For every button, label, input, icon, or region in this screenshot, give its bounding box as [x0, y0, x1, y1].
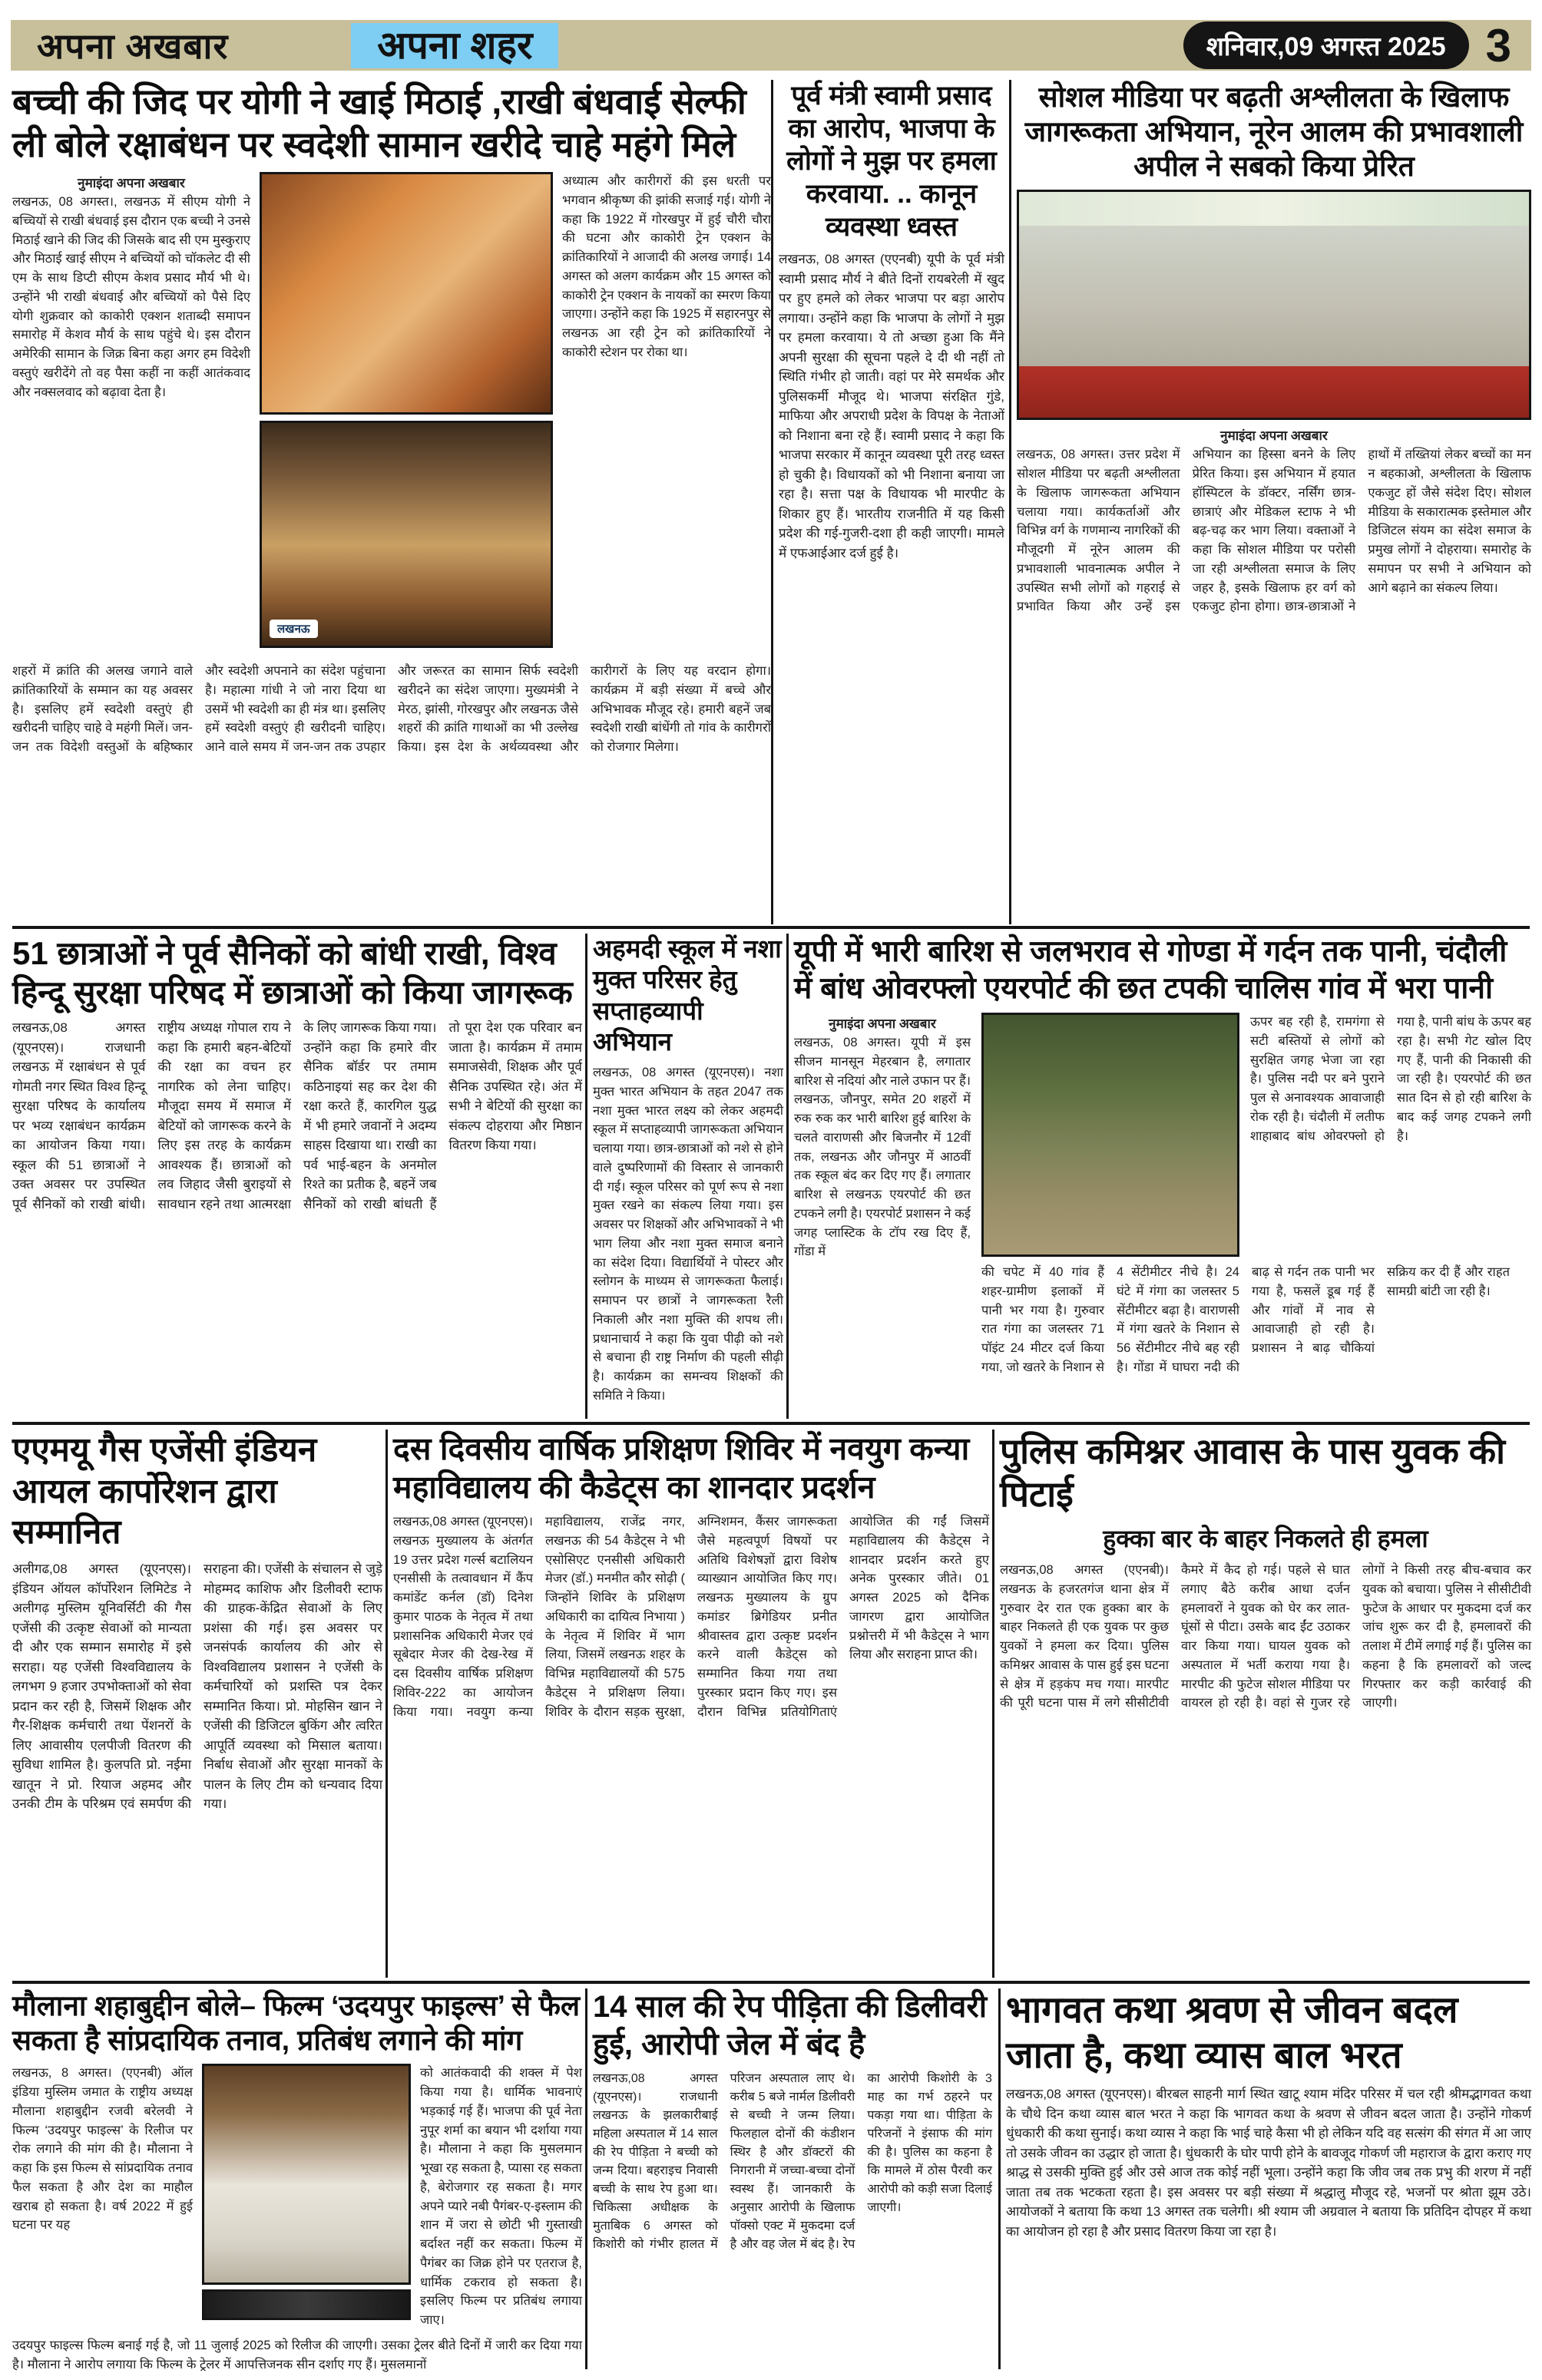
article-yogi-body3: शहरों में क्रांति की अलख जगाने वाले क्रांतिकारियों के सम्मान का यह अवसर है। इसलिए हमें स्वदेशी वस्तुएं ही खरीदनी चाहिए चाहे वे महंगी मिलें। जन-जन तक विदेशी वस्तुओं के बहिष्कार और स्वदेशी अपनाने का संदेश पहुंचाना है। महात्मा गांधी ने जो नारा दिया था उसमें भी स्वदेशी का ही मंत्र था। इसलिए हमें स्वदेशी वस्तुएं ही खरीदनी चाहिए। आने वाले समय में जन-जन तक उपहार और जरूरत का सामान सिर्फ स्वदेशी खरीदने का संदेश जाएगा। मुख्यमंत्री ने मेरठ, झांसी, गोरखपुर और लखनऊ जैसे शहरों की क्रांति गाथाओं का भी उल्लेख किया। इस देश के अर्थव्यवस्था और कारीगरों के लिए यह वरदान होगा। कार्यक्रम में बड़ी संख्या में बच्चे और अभिभावक मौजूद रहे। हमारी बहनें जब स्वदेशी राखी बांधेंगी तो गांव के कारीगरों को रोजगार मिलेगा।: [12, 664, 771, 755]
divider-vertical: [771, 80, 773, 924]
article-yogi-col3: [562, 172, 771, 654]
article-rakhi-51: [12, 934, 582, 1417]
masthead-right: [1183, 19, 1531, 72]
article-amu-headline: एएमयू गैस एजेंसी इंडियन आयल कार्पोरेशन द्वारा सम्मानित: [12, 1431, 317, 1552]
article-social-body: लखनऊ, 08 अगस्त। उत्तर प्रदेश में सोशल मीडिया पर बढ़ती अश्लीलता के खिलाफ जागरूकता अभियान चलाया गया। कार्यकर्ताओं और विभिन्न वर्ग के गणमान्य नागरिकों की मौजूदगी में नूरेन आलम की प्रभावशाली भावनात्मक अपील ने उपस्थित सभी लोगों को गहराई से प्रभावित किया और उन्हें इस अभियान का हिस्सा बनने के लिए प्रेरित किया। इस अभियान में हयात हॉस्पिटल के डॉक्टर, नर्सिंग छात्र-छात्राएं और मेडिकल स्टाफ ने भी बढ़-चढ़ कर भाग लिया। वक्ताओं ने कहा कि सोशल मीडिया पर परोसी जा रही अश्लीलता समाज के लिए जहर है, इसके खिलाफ हर वर्ग को एकजुट होना होगा। छात्र-छात्राओं ने हाथों में तख्तियां लेकर बच्चों का मन न बहकाओ, अश्लीलता के खिलाफ एकजुट हों जैसे संदेश दिए। सोशल मीडिया के सकारात्मक इस्तेमाल और डिजिटल संयम का संदेश समाज के प्रमुख लोगों ने दोहराया। समारोह के समापन पर सभी ने अभियान को आगे बढ़ाने का संकल्प लिया।: [1017, 448, 1531, 614]
article-rakhi51-body: लखनऊ,08 अगस्त (यूएनएस)। राजधानी लखनऊ में रक्षाबंधन से पूर्व गोमती नगर स्थित विश्व हिन्दू सुरक्षा परिषद के कार्यालय पर भव्य रक्षाबंधन कार्यक्रम का आयोजन किया गया। स्कूल की 51 छात्राओं ने उक्त अवसर पर उपस्थित पूर्व सैनिकों को राखी बांधी। राष्ट्रीय अध्यक्ष गोपाल राय ने कहा कि हमारी बहन-बेटियों की रक्षा का वचन हर नागरिक को लेना चाहिए। मौजूदा समय में समाज में बेटियों को जागरूक करने के लिए इस तरह के कार्यक्रम आवश्यक हैं। छात्राओं को लव जिहाद जैसी बुराइयों से सावधान रहने तथा आत्मरक्षा के लिए जागरूक किया गया। उन्होंने कहा कि हमारे वीर सैनिक बॉर्डर पर तमाम कठिनाइयां सह कर देश की रक्षा करते हैं, कारगिल युद्ध में भी हमारे जवानों ने अदम्य साहस दिखाया था। राखी का पर्व भाई-बहन के अनमोल रिश्ते का प्रतीक है, बहनें जब सैनिकों को राखी बांधती हैं तो पूरा देश एक परिवार बन जाता है। कार्यक्रम में तमाम समाजसेवी, शिक्षक और पूर्व सैनिक उपस्थित रहे। अंत में सभी ने बेटियों की सुरक्षा का संकल्प दोहराया और मिष्ठान वितरण किया गया।: [12, 1020, 582, 1211]
masthead: [11, 20, 1531, 71]
article-rain-body2: ऊपर बह रही है, रामगंगा से सटी बस्तियों से लोगों को सुरक्षित जगह भेजा जा रहा है। पुलिस नदी पर बने पुराने पुल से अनावश्यक आवाजाही रोक रही है। चंदौली में लतीफ शाहाबाद बांध ओवरफ्लो हो गया है, पानी बांध के ऊपर बह रहा है। सभी गेट खोल दिए गए हैं, पानी की निकासी की जा रही है। एयरपोर्ट की छत सात दिन से हो रही बारिश के बाद कई जगह टपकने लगी है।: [1250, 1015, 1531, 1143]
article-rape-delivery: [593, 1988, 992, 2369]
article-yogi-col1: [12, 172, 250, 654]
article-police-subhead: हुक्का बार के बाहर निकलते ही हमला: [1103, 1525, 1428, 1553]
article-swami-prasad: [779, 80, 1004, 923]
issue-date: शनिवार,09 अगस्त 2025: [1183, 21, 1469, 69]
article-amu-body: अलीगढ,08 अगस्त (यूएनएस)। इंडियन ऑयल कॉर्पोरेशन लिमिटेड ने अलीगढ़ मुस्लिम यूनिवर्सिटी की गैस एजेंसी की उत्कृष्ट सेवाओं को मान्यता दी और एक सम्मान समारोह में इसे सराहा। यह एजेंसी विश्वविद्यालय के लगभग 9 हजार उपभोक्ताओं को सेवा प्रदान कर रही है, जिसमें शिक्षक और गैर-शिक्षक कर्मचारी तथा पेंशनरों के लिए आवासीय एलपीजी वितरण की सुविधा शामिल है। कुलपति प्रो. नईमा खातून ने प्रो. रियाज अहमद और उनकी टीम के परिश्रम एवं समर्पण की सराहना की। एजेंसी के संचालन से जुड़े मोहम्मद काशिफ और डिलीवरी स्टाफ की ग्राहक-केंद्रित सेवाओं के लिए प्रशंसा की गई। इस अवसर पर जनसंपर्क कार्यालय की ओर से विश्वविद्यालय प्रशासन ने एजेंसी के कर्मचारियों को प्रशस्ति पत्र देकर सम्मानित किया। प्रो. मोहसिन खान ने एजेंसी की डिजिटल बुकिंग और त्वरित आपूर्ति व्यवस्था को मिसाल बताया। निर्बाध सेवाओं और सुरक्षा मानकों के पालन के लिए टीम को धन्यवाद दिया गया।: [12, 1562, 382, 1812]
article-rain-col1: [794, 1013, 971, 1381]
article-yogi-photos: [260, 172, 553, 654]
article-bhagwat-headline: भागवत कथा श्रवण से जीवन बदल जाता है, कथा व्यास बाल भरत: [1006, 1990, 1458, 2076]
yogi-rakhi-photo: [260, 172, 553, 415]
article-rain-body1: लखनऊ, 08 अगस्त। यूपी में इस सीजन मानसून मेहरबान है, लगातार बारिश से नदियां और नाले उफान पर हैं। लखनऊ, जौनपुर, समेत 20 शहरों में रुक रुक कर भारी बारिश हुई बारिश के चलते वाराणसी और बिजनौर में 12वीं तक, लखनऊ और जौनपुर में आठवीं तक स्कूल बंद कर दिए गए हैं। लगातार बारिश से लखनऊ एयरपोर्ट की छत टपकने लगी है। एयरपोर्ट प्रशासन ने कई जगह प्लास्टिक के टॉप रख दिए हैं, गोंडा में: [794, 1036, 971, 1259]
article-swami-body: लखनऊ, 08 अगस्त (एएनबी) यूपी के पूर्व मंत्री स्वामी प्रसाद मौर्य ने बीते दिनों रायबरेली में खुद पर हुए हमले को लेकर भाजपा पर बड़ा आरोप लगाया। उन्होंने कहा कि भाजपा के लोगों ने मुझ पर हमला करवाया। ये तो अच्छा हुआ कि मैंने अपनी सुरक्षा की सूचना पहले दे दी थी नहीं तो स्थिति गंभीर हो जाती। वहां पर मेरे समर्थक और पुलिसकर्मी मौजूद थे। भाजपा संरक्षित गुंडे, माफिया और अपराधी प्रदेश के विपक्ष के नेताओं को निशाना बना रहे हैं। स्वामी प्रसाद ने कहा कि भाजपा सरकार में कानून व्यवस्था पूरी तरह ध्वस्त हो चुकी है। विधायकों को भी निशाना बनाया जा रहा है। सत्ता पक्ष के विधायक भी मारपीट के शिकार हुए हैं। भारतीय राजनीति में यह किसी प्रदेश की गई-गुजरी-दशा ही कही जाएगी। मामले में एफआईआर दर्ज हुई है।: [779, 252, 1004, 560]
article-yogi-top-row: [12, 172, 771, 654]
maulana-portrait-photo: [202, 2064, 411, 2285]
article-maulana-headline: मौलाना शहाबुद्दीन बोले– फिल्म ‘उदयपुर फाइल्स’ से फैल सकता है सांप्रदायिक तनाव, प्रतिबंध लगाने की मांग: [12, 1990, 581, 2057]
article-rape-body: लखनऊ,08 अगस्त (यूएनएस)। राजधानी लखनऊ के झलकारीबाई महिला अस्पताल में 14 साल की रेप पीड़िता ने बच्ची को जन्म दिया। बहराइच निवासी बच्ची के साथ रेप हुआ था। चिकित्सा अधीक्षक के मुताबिक 6 अगस्त को किशोरी को गंभीर हालत में परिजन अस्पताल लाए थे। करीब 5 बजे नार्मल डिलीवरी से बच्ची ने जन्म लिया। फिलहाल दोनों की कंडीशन स्थिर है और डॉक्टरों की निगरानी में जच्चा-बच्चा दोनों स्वस्थ हैं। जानकारी के अनुसार आरोपी के खिलाफ पॉक्सो एक्ट में मुकदमा दर्ज है और वह जेल में बंद है। रेप का आरोपी किशोरी के 3 माह का गर्भ ठहरने पर पकड़ा गया था। पीड़िता के परिजनों ने इंसाफ की मांग की है। पुलिस का कहना है कि मामले में ठोस पैरवी कर आरोपी को कड़ी सजा दिलाई जाएगी।: [593, 2071, 992, 2251]
article-yogi-byline: नुमाइंदा अपना अखबार: [78, 176, 185, 191]
group-photo-people: [1019, 226, 1529, 365]
article-yogi-body1: लखनऊ, 08 अगस्त।, लखनऊ में सीएम योगी ने बच्चियों से राखी बंधवाई इस दौरान एक बच्ची ने उनसे मिठाई खाने की जिद की जिसके बाद सी एम मुस्कुराए और मिठाई खाई सीएम ने बच्चियों को चॉकलेट दी सी एम के साथ डिप्टी सीएम केशव प्रसाद मौर्य भी थे। उन्होंने भी राखी बंधवाई और बच्चियों को पैसे दिए योगी शुक्रवार को काकोरी एक्शन शताब्दी समापन समारोह में केशव मौर्य के साथ पहुंचे थे। इस दौरान अमेरिकी सामान के जिक्र बिना कहा अगर हम विदेशी वस्तुएं खरीदेंगे तो वह पैसा कहीं ना कहीं आतंकवाद और नक्सलवाद को बढ़ावा देता है।: [12, 195, 250, 399]
article-maulana-photo-col: [202, 2064, 411, 2330]
film-trailer-strip-photo: [202, 2289, 411, 2320]
article-rape-headline: 14 साल की रेप पीड़िता की डिलीवरी हुई, आरोपी जेल में बंद है: [593, 1990, 988, 2061]
article-rain-row: [794, 1013, 1531, 1381]
article-ahmadi-school: [593, 934, 783, 1417]
article-swami-headline: पूर्व मंत्री स्वामी प्रसाद का आरोप, भाजपा के लोगों ने मुझ पर हमला करवाया. .. कानून व्यवस्था ध्वस्त: [786, 81, 997, 242]
article-ncc-headline: दस दिवसीय वार्षिक प्रशिक्षण शिविर में नवयुग कन्या महाविद्यालय की कैडेट्स का शानदार प्रदर्शन: [393, 1431, 970, 1506]
awareness-group-photo: [1017, 190, 1531, 420]
article-police-body: लखनऊ,08 अगस्त (एएनबी)। लखनऊ के हजरतगंज थाना क्षेत्र में गुरुवार देर रात एक हुक्का बार के बाहर निकलते ही एक युवक पर कुछ युवकों ने हमला कर दिया। पुलिस कमिश्नर आवास के पास हुई इस घटना से क्षेत्र में हड़कंप मच गया। मारपीट की पूरी घटना पास में लगे सीसीटीवी कैमरे में कैद हो गई। पहले से घात लगाए बैठे करीब आधा दर्जन हमलावरों ने युवक को घेर कर लात-घूंसों से पीटा। उसके बाद ईंट उठाकर वार किया गया। घायल युवक को अस्पताल में भर्ती कराया गया है। मारपीट की फुटेज सोशल मीडिया पर वायरल हो रही है। वहां से गुजर रहे लोगों ने किसी तरह बीच-बचाव कर युवक को बचाया। पुलिस ने सीसीटीवी फुटेज के आधार पर मुकदमा दर्ज कर जांच शुरू कर दी है, हमलावरों की तलाश में टीमें लगाई गई हैं। पुलिस का कहना है कि हमलावरों को जल्द गिरफ्तार कर कड़ी कार्रवाई की जाएगी।: [1000, 1563, 1531, 1711]
article-ncc-camp: [393, 1430, 989, 1976]
article-bhagwat-body: लखनऊ,08 अगस्त (यूएनएस)। बीरबल साहनी मार्ग स्थित खाटू श्याम मंदिर परिसर में चल रही श्रीमद्भागवत कथा के चौथे दिन कथा व्यास बाल भरत ने कहा कि भागवत कथा के श्रवण से जीवन बदल जाता है। उन्होंने गोकर्ण धुंधकारी की कथा सुनाई। कथा व्यास ने कहा कि भाई चाहे कैसा भी हो लेकिन यदि वह सत्संग की संगत में आ जाए तो उसके जीवन का उद्धार हो जाता है। धुंधकारी के घोर पापी होने के बावजूद गोकर्ण जी महाराज के द्वारा कराए गए श्राद्ध से उसकी मुक्ति हुई और उसे आज तक कोई नहीं भूला। उन्होंने कहा कि जीव जब तक प्रभु की शरण में नहीं जाता तब तक भटकता रहता है। इस अवसर पर बड़ी संख्या में श्रद्धालु मौजूद रहे, भजनों पर श्रोता झूम उठे। आयोजकों ने बताया कि कथा 13 अगस्त तक चलेगी। श्री श्याम जी अग्रवाल ने बताया कि प्रतिदिन दोपहर में कथा का आयोजन हो रहा है और प्रसाद वितरण किया जा रहा है।: [1006, 2087, 1531, 2239]
article-police-headline: पुलिस कमिश्नर आवास के पास युवक की पिटाई: [1000, 1431, 1505, 1515]
article-maulana-body3: को आतंकवादी की शक्ल में पेश किया गया है। धार्मिक भावनाएं भड़काई गई हैं। भाजपा की पूर्व नेता नुपूर शर्मा का बयान भी दर्शाया गया है। मौलाना ने कहा कि मुसलमान भूखा रह सकता है, प्यासा रह सकता है, बेरोजगार रह सकता है। मगर अपने प्यारे नबी पैगंबर-ए-इस्लाम की शान में जरा से छोटी भी गुस्ताखी बर्दाश्त नहीं कर सकता। फिल्म में पैगंबर का जिक्र होने पर एतराज है, धार्मिक टकराव हो सकता है। इसलिए फिल्म पर प्रतिबंध लगाया जाए।: [420, 2066, 582, 2327]
article-yogi-rakhi: [12, 80, 771, 923]
divider-vertical: [585, 1988, 587, 2369]
section-title: अपना शहर: [351, 23, 558, 68]
article-maulana-film: [12, 1988, 582, 2372]
divider-vertical: [585, 934, 587, 1419]
article-maulana-body1: लखनऊ, 8 अगस्त। (एएनबी) ऑल इंडिया मुस्लिम जमात के राष्ट्रीय अध्यक्ष मौलाना शहाबुद्दीन रजवी बरेलवी ने फिल्म ‘उदयपुर फाइल्स’ के रिलीज पर रोक लगाने की मांग की है। मौलाना ने कहा कि इस फिल्म से सांप्रदायिक तनाव फैल सकता है और देश का माहौल खराब हो सकता है। वर्ष 2022 में हुई घटना पर यह: [12, 2066, 193, 2233]
article-yogi-body2: अध्यात्म और कारीगरों की इस धरती पर भगवान श्रीकृष्ण की झांकी सजाई गई। योगी ने कहा कि 1922 में गोरखपुर में हुई चौरी चौरा की घटना और काकोरी ट्रेन एक्शन के क्रांतिकारियों ने आजादी की अलख जगाई। 14 अगस्त को अलग कार्यक्रम और 15 अगस्त को काकोरी ट्रेन एक्शन के नायकों का स्मरण किया जाएगा। उन्होंने कहा कि 1925 में सहारनपुर से लखनऊ आ रही ट्रेन को क्रांतिकारियों ने काकोरी स्टेशन पर रोका था।: [562, 174, 771, 359]
divider-vertical: [786, 934, 789, 1419]
article-police-beating: [1000, 1430, 1531, 1976]
article-social-headline: सोशल मीडिया पर बढ़ती अश्लीलता के खिलाफ जागरूकता अभियान, नूरेन आलम की प्रभावशाली अपील ने सबको किया प्रेरित: [1024, 81, 1524, 183]
yogi-stage-photo: [260, 421, 553, 648]
newspaper-brand: अपना अखबार: [37, 26, 229, 66]
article-social-byline: नुमाइंदा अपना अखबार: [1220, 428, 1328, 444]
photo-location-label: लखनऊ: [270, 620, 318, 638]
divider-horizontal: [12, 1981, 1530, 1984]
article-ncc-body: लखनऊ,08 अगस्त (यूएनएस)। लखनऊ मुख्यालय के अंतर्गत 19 उत्तर प्रदेश गर्ल्स बटालियन एनसीसी के तत्वावधान में कैंप कमांडेंट कर्नल (डॉ) दिनेश कुमार पाठक के नेतृत्व में तथा प्रशासनिक अधिकारी मेजर एवं सूबेदार मेजर की देख-रेख में दस दिवसीय वार्षिक प्रशिक्षण शिविर-222 का आयोजन किया गया। नवयुग कन्या महाविद्यालय, राजेंद्र नगर, लखनऊ की 54 कैडेट्स ने भी एसोसिएट एनसीसी अधिकारी मेजर (डॉ.) मनमीत कौर सोढ़ी ( जिन्होंने शिविर के प्रशिक्षण अधिकारी का दायित्व निभाया ) के नेतृत्व में शिविर में भाग लिया, जिसमें लखनऊ शहर के विभिन्न महाविद्यालयों की 575 कैडेट्स ने प्रशिक्षण लिया। शिविर के दौरान सड़क सुरक्षा, अग्निशमन, कैंसर जागरूकता जैसे महत्वपूर्ण विषयों पर अतिथि विशेषज्ञों द्वारा विशेष व्याख्यान आयोजित किए गए। लखनऊ मुख्यालय के ग्रुप कमांडर ब्रिगेडियर प्रनीत श्रीवास्तव द्वारा उत्कृष्ट प्रदर्शन करने वाली कैडेट्स को सम्मानित किया गया तथा पुरस्कार प्रदान किए गए। इस दौरान विभिन्न प्रतियोगिताएं आयोजित की गईं जिसमें महाविद्यालय की कैडेट्स ने शानदार प्रदर्शन करते हुए अनेक पुरस्कार जीते। 01 अगस्त 2025 को दैनिक जागरण द्वारा आयोजित प्रश्नोत्तरी में भी कैडेट्स ने भाग लिया और सराहना प्राप्त की।: [393, 1515, 989, 1719]
group-photo-carpet: [1019, 366, 1529, 418]
article-rain-headline: यूपी में भारी बारिश से जलभराव से गोण्डा में गर्दन तक पानी, चंदौली में बांध ओवरफ्लो एयरपोर्ट की छत टपकी चालिस गांव में भरा पानी: [794, 935, 1507, 1005]
divider-vertical: [998, 1988, 1001, 2369]
article-rakhi51-headline: 51 छात्राओं ने पूर्व सैनिकों को बांधी राखी, विश्व हिन्दू सुरक्षा परिषद में छात्राओं को किया जागरूक: [12, 935, 573, 1011]
divider-horizontal: [12, 1422, 1530, 1425]
article-social-media: [1017, 80, 1531, 923]
article-yogi-headline: बच्ची की जिद पर योगी ने खाई मिठाई ,राखी बंधवाई सेल्फी ली बोले रक्षाबंधन पर स्वदेशी सामान खरीदे चाहे महंगे मिले: [12, 81, 746, 165]
article-rain-body3: की चपेट में 40 गांव हैं शहर-ग्रामीण इलाकों में पानी भर गया है। गुरुवार रात गंगा का जलस्तर 71 पॉइंट 24 मीटर दर्ज किया गया, जो खतरे के निशान से 4 सेंटीमीटर नीचे है। 24 घंटे में गंगा का जलस्तर 5 सेंटीमीटर बढ़ा है। वाराणसी में गंगा खतरे के निशान से 56 सेंटीमीटर नीचे बह रही है। गोंडा में घाघरा नदी की बाढ़ से गर्दन तक पानी भर गया है, फसलें डूब गई हैं और गांवों में नाव से आवाजाही हो रही है। प्रशासन ने बाढ़ चौकियां सक्रिय कर दी हैं और राहत सामग्री बांटी जा रही है।: [981, 1265, 1510, 1374]
divider-vertical: [992, 1430, 994, 1978]
article-bhagwat-katha: [1006, 1988, 1531, 2369]
article-ahmadi-headline: अहमदी स्कूल में नशा मुक्त परिसर हेतु सप्ताहव्यापी अभियान: [593, 934, 782, 1056]
divider-vertical: [1009, 80, 1011, 924]
article-ahmadi-body: लखनऊ, 08 अगस्त (यूएनएस)। नशा मुक्त भारत अभियान के तहत 2047 तक नशा मुक्त भारत लक्ष्य को लेकर अहमदी स्कूल में सप्ताहव्यापी जागरूकता अभियान चलाया गया। छात्र-छात्राओं को नशे से होने वाले दुष्परिणामों की विस्तार से जानकारी दी गई। स्कूल परिसर को पूर्ण रूप से नशा मुक्त रखने का संकल्प लिया गया। इस अवसर पर शिक्षकों और अभिभावकों ने भी भाग लिया और नशा मुक्त समाज बनाने का संदेश दिया। विद्यार्थियों ने पोस्टर और स्लोगन के माध्यम से जागरूकता फैलाई। समापन पर छात्रों ने जागरूकता रैली निकाली और नशा मुक्ति की शपथ ली। प्रधानाचार्य ने कहा कि युवा पीढ़ी को नशे से बचाना ही राष्ट्र निर्माण की पहली सीढ़ी है। कार्यक्रम का समन्वय शिक्षकों की समिति ने किया।: [593, 1066, 783, 1403]
article-rain-col3: [1250, 1013, 1531, 1381]
flood-boat-photo: [981, 1013, 1239, 1257]
divider-vertical: [386, 1430, 388, 1978]
article-maulana-body2: उदयपुर फाइल्स फिल्म बनाई गई है, जो 11 जुलाई 2025 को रिलीज की जाएगी। उसका ट्रेलर बीते दिनों में जारी कर दिया गया है। मौलाना ने आरोप लगाया कि फिल्म के ट्रेलर में आपत्तिजनक सीन दर्शाए गए हैं। मुसलमानों: [12, 2338, 582, 2372]
article-rain-byline: नुमाइंदा अपना अखबार: [829, 1016, 936, 1032]
article-amu-gas: [12, 1430, 382, 1976]
divider-horizontal: [12, 926, 1530, 929]
page-number: 3: [1485, 19, 1511, 71]
group-photo-banner: [1019, 192, 1529, 226]
article-maulana-row: [12, 2064, 582, 2330]
article-up-rain: [794, 934, 1531, 1417]
